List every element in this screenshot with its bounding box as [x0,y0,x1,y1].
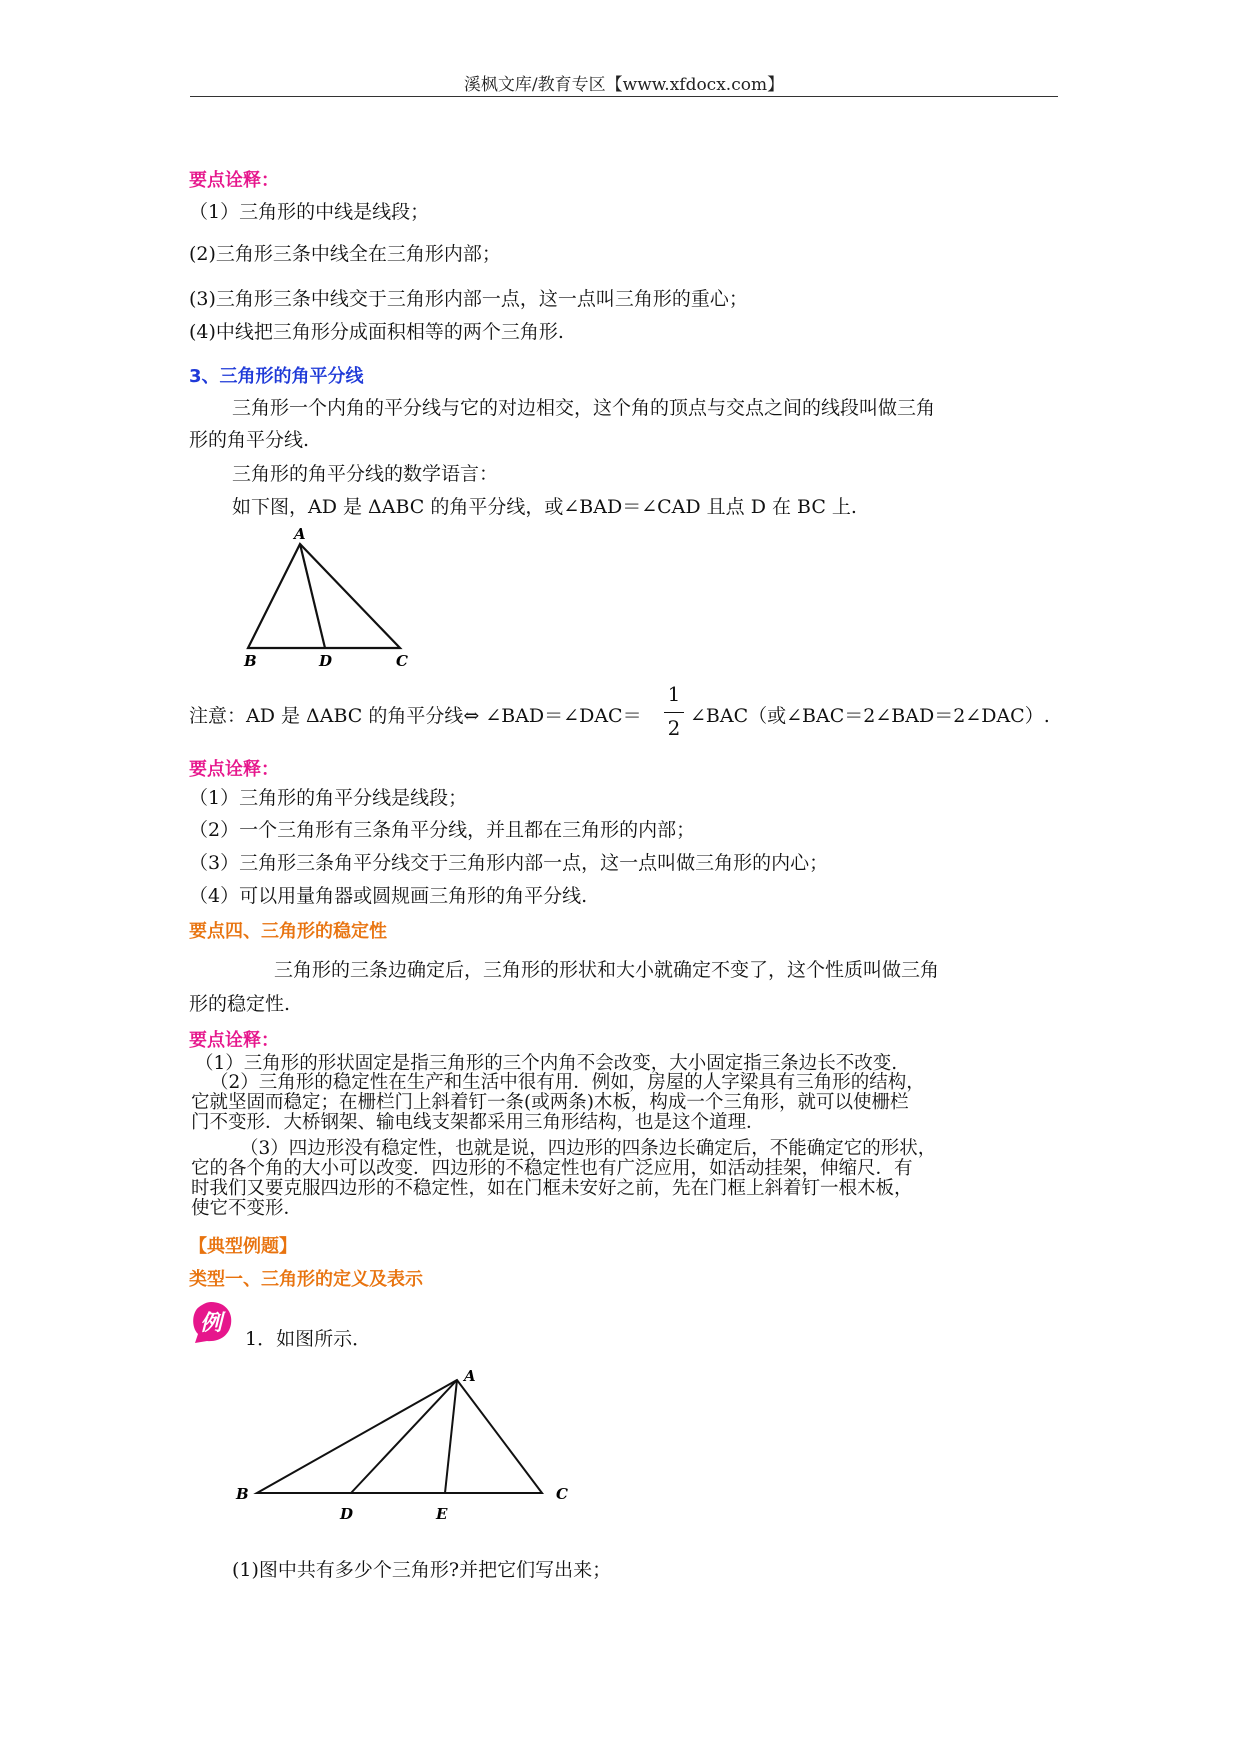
label-e-2: E [436,1505,448,1523]
label-b-2: B [236,1485,249,1503]
section5-line-1: （1）三角形的形状固定是指三角形的三个内角不会改变，大小固定指三条边长不改变. [195,1053,898,1074]
section5-line-8: 使它不变形． [191,1198,303,1219]
label-d: D [319,652,333,670]
bisector-ad [300,544,325,648]
label-a-2: A [464,1367,476,1385]
note-suffix: ∠BAC（或∠BAC＝2∠BAD＝2∠DAC）. [690,705,1050,727]
section1-heading: 要点诠释： [189,170,279,191]
section2-para1-line2: 形的角平分线. [189,429,310,451]
section5-line-7: 时我们又要克服四边形的不稳定性，如在门框未安好之前，先在门框上斜着钉一根木板， [191,1178,913,1199]
label-c-2: C [556,1485,568,1503]
section2-para2: 三角形的角平分线的数学语言： [232,463,499,485]
note-prefix: 注意：AD 是 ΔABC 的角平分线⇔ ∠BAD＝∠DAC＝ [189,705,642,727]
triangle-abc-2 [257,1380,542,1493]
label-c: C [396,652,408,670]
section3-item-1: （1）三角形的角平分线是线段； [189,787,468,809]
label-b: B [244,652,257,670]
section5-line-4: 门不变形．大桥钢架、输电线支架都采用三角形结构，也是这个道理． [191,1112,765,1133]
type-heading: 类型一、三角形的定义及表示 [189,1269,423,1290]
triangle-figure-2 [230,1355,590,1530]
fraction-bar [664,712,684,713]
section3-item-4: （4）可以用量角器或圆规画三角形的角平分线. [189,885,588,907]
section5-heading: 要点诠释： [189,1030,279,1051]
section1-item-1: （1）三角形的中线是线段； [189,201,430,223]
section4-heading: 要点四、三角形的稳定性 [189,921,387,942]
section4-para-line2: 形的稳定性. [189,993,291,1015]
section2-para1-line1: 三角形一个内角的平分线与它的对边相交，这个角的顶点与交点之间的线段叫做三角 [232,397,936,419]
header-rule [190,96,1058,97]
section2-para3: 如下图，AD 是 ΔABC 的角平分线，或∠BAD＝∠CAD 且点 D 在 BC 上. [232,496,857,518]
section3-item-3: （3）三角形三条角平分线交于三角形内部一点，这一点叫做三角形的内心； [189,852,829,874]
segment-ae [445,1380,457,1493]
fraction-denominator: 2 [667,716,681,740]
section1-item-3: (3)三角形三条中线交于三角形内部一点，这一点叫三角形的重心； [189,288,748,310]
label-a: A [294,525,306,543]
page-header: 溪枫文库/教育专区【www.xfdocx.com】 [463,75,785,95]
section5-line-5: （3）四边形没有稳定性，也就是说，四边形的四条边长确定后，不能确定它的形状， [240,1138,937,1159]
section3-item-2: （2）一个三角形有三条角平分线，并且都在三角形的内部； [189,819,696,841]
section2-heading: 3、三角形的角平分线 [189,366,364,387]
triangle-abc [248,544,400,648]
segment-ad [351,1380,457,1493]
triangle-figure-1 [236,522,416,672]
examples-heading: 【典型例题】 [189,1236,297,1257]
section5-line-2: （2）三角形的稳定性在生产和生活中很有用．例如，房屋的人字梁具有三角形的结构， [210,1072,925,1093]
badge-label: 例 [200,1310,223,1336]
section3-heading: 要点诠释： [189,759,279,780]
section4-para-line1: 三角形的三条边确定后，三角形的形状和大小就确定不变了，这个性质叫做三角 [274,959,940,981]
section1-item-2: (2)三角形三条中线全在三角形内部； [189,243,501,265]
section1-item-4: (4)中线把三角形分成面积相等的两个三角形. [189,321,564,343]
section5-line-3: 它就坚固而稳定；在栅栏门上斜着钉一条(或两条)木板，构成一个三角形，就可以使栅栏 [191,1092,909,1113]
example-badge-icon [189,1300,235,1344]
section5-line-6: 它的各个角的大小可以改变．四边形的不稳定性也有广泛应用，如活动挂架，伸缩尺．有 [191,1158,913,1179]
example-question: 1．如图所示． [245,1328,372,1350]
sub-question: (1)图中共有多少个三角形?并把它们写出来； [232,1559,612,1581]
fraction-numerator: 1 [667,682,681,706]
label-d-2: D [340,1505,354,1523]
